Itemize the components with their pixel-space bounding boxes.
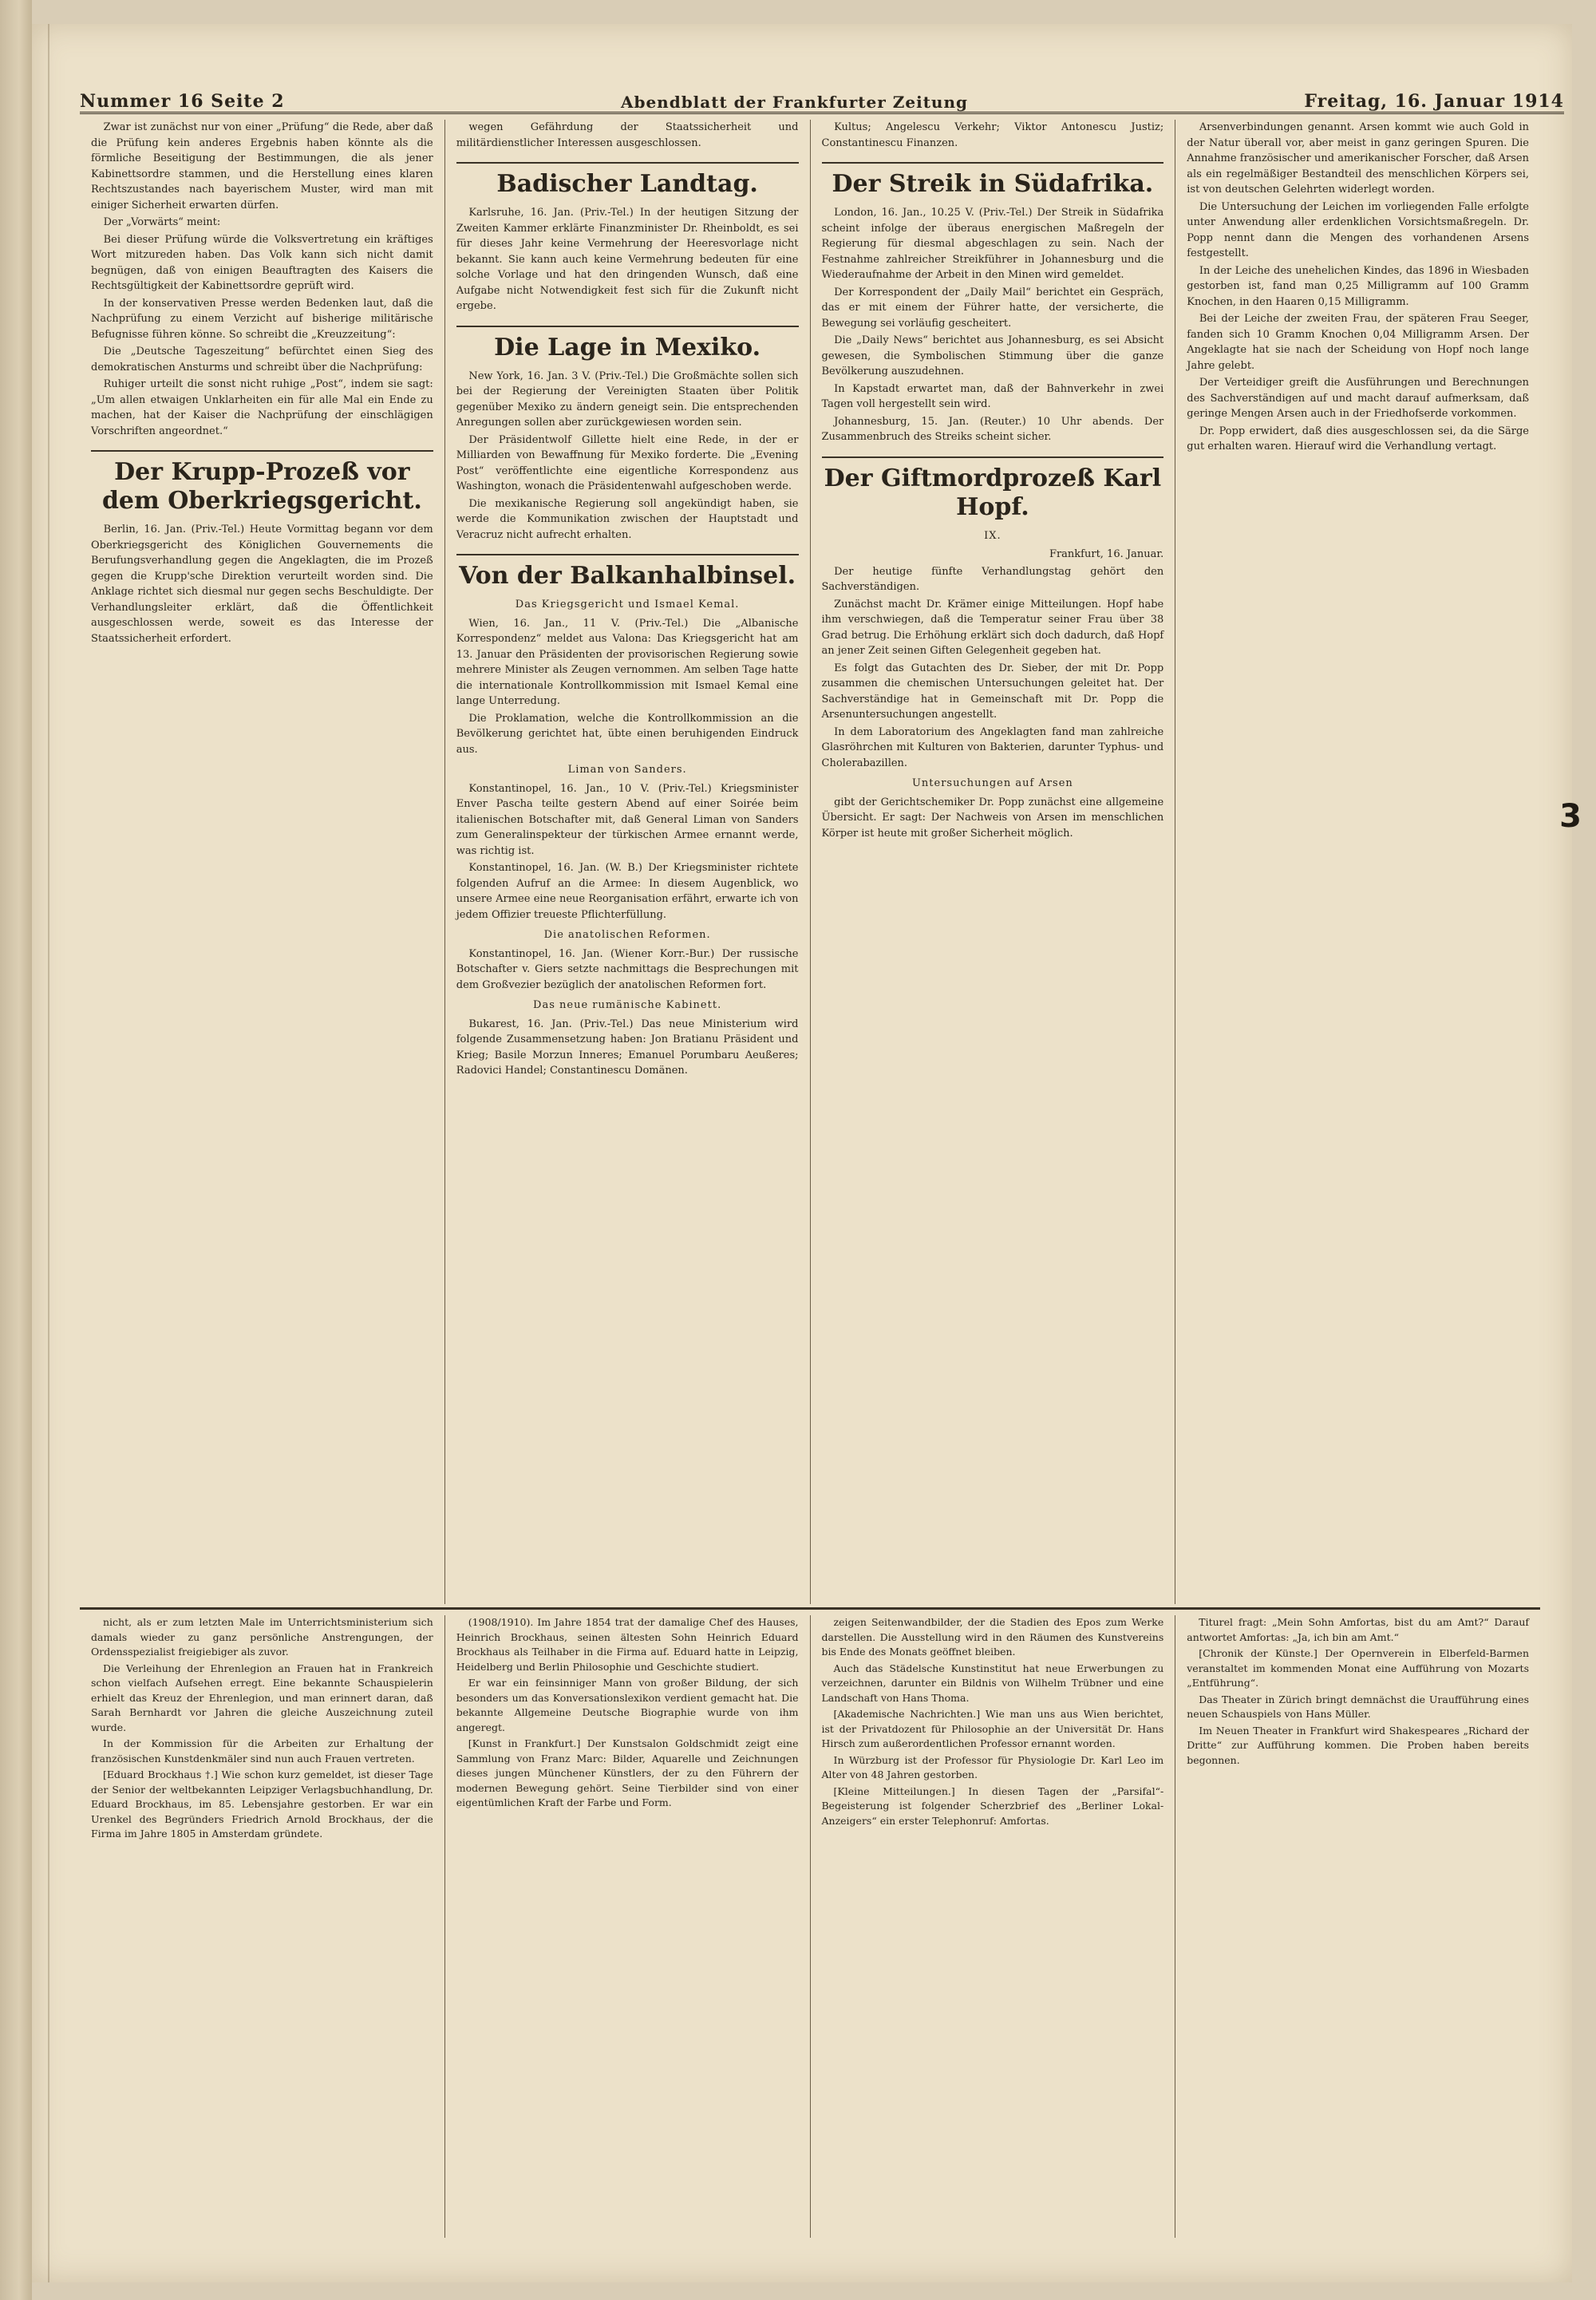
- article-part-number: IX.: [984, 529, 1001, 542]
- article-text: Die Verleihung der Ehrenlegion an Frauen hat in Frankreich schon vielfach Aufsehen erregt. Eine bekannte Schauspielerin erhielt das Kreuz der Ehrenlegion, und man erinnert daran, daß Sarah Bernhardt vor Jahren die gleiche Auszeichnung zuteil wurde.: [91, 1662, 433, 1733]
- article-text: In der Leiche des unehelichen Kindes, das 1896 in Wiesbaden gestorben ist, fand man 0,25 Milligramm auf 100 Gramm Knochen, in den Haaren 0,15 Milligramm.: [1187, 264, 1529, 308]
- article-text: In dem Laboratorium des Angeklagten fand man zahlreiche Glasröhrchen mit Kulturen von Bakterien, darunter Typhus- und Cholerabazillen.: [821, 725, 1164, 769]
- article-headline: Der Streik in Südafrika.: [822, 162, 1164, 199]
- article-text: Auch das Städelsche Kunstinstitut hat neue Erwerbungen zu verzeichnen, darunter ein Bildnis von Wilhelm Trübner und eine Landschaft von Hans Thoma.: [821, 1662, 1164, 1704]
- article-text: London, 16. Jan., 10.25 V. (Priv.-Tel.) Der Streik in Südafrika scheint infolge der überaus energischen Maßregeln der Regierung für diesmal abgeschlagen zu sein. Nach der Festnahme zahlreicher Streikführer in Johannesburg und die Wiederaufnahme der Arbeit in den Minen wird gemeldet.: [821, 207, 1164, 281]
- article-text: Er war ein feinsinniger Mann von großer Bildung, der sich besonders um das Konversationslexikon verdient gemacht hat. Die bekannte Allgemeine Deutsche Biographie wurde von ihm angeregt.: [456, 1677, 799, 1733]
- article-headline: Von der Balkanhalbinsel.: [456, 554, 799, 591]
- article-text: In Kapstadt erwartet man, daß der Bahnverkehr in zwei Tagen voll hergestellt sein wird.: [821, 382, 1164, 410]
- article-text: Zunächst macht Dr. Krämer einige Mitteilungen. Hopf habe ihm verschwiegen, daß die Temperatur seiner Frau über 38 Grad betrug. Die Erhöhung erklärt sich doch dadurch, daß Hopf an jener Zeit seinen Giften Gelegenheit gegeben hat.: [821, 598, 1164, 657]
- article-text: Arsenverbindungen genannt. Arsen kommt wie auch Gold in der Natur überall vor, aber meist in ganz geringen Spuren. Die Annahme französischer und amerikanischer Forscher, daß Arsen als ein regelmäßiger Bestandteil des menschlichen Körpers sei, ist von deutschen Gelehrten widerlegt worden.: [1187, 121, 1529, 196]
- article-text: In der Kommission für die Arbeiten zur Erhaltung der französischen Kunstdenkmäler sind nun auch Frauen vertreten.: [91, 1737, 433, 1765]
- header-paper-title: Abendblatt der Frankfurter Zeitung: [620, 93, 968, 112]
- article-headline: Der Krupp-Prozeß vor dem Oberkriegsgericht.: [91, 450, 433, 516]
- article-text: In Würzburg ist der Professor für Physiologie Dr. Karl Leo im Alter von 48 Jahren gestorben.: [821, 1753, 1164, 1780]
- article-text: [Kunst in Frankfurt.] Der Kunstsalon Goldschmidt zeigt eine Sammlung von Franz Marc: Bilder, Aquarelle und Zeichnungen dieses jungen Münchener Künstlers, der zu den Führern der modernen Bewegung gehört. Seine Tierbilder sind von einer eigentümlichen Kraft der Farbe und Form.: [456, 1737, 799, 1808]
- article-subhead: Das neue rumänische Kabinett.: [533, 999, 722, 1011]
- article-dateline: Frankfurt, 16. Januar.: [1049, 548, 1164, 560]
- bottom-column-4: [1175, 1615, 1540, 2238]
- article-text: [Kleine Mitteilungen.] In diesen Tagen der „Parsifal“-Begeisterung ist folgender Scherzbrief des „Berliner Lokal-Anzeigers“ ein erster Telephonruf: Amfortas.: [821, 1784, 1164, 1827]
- article-text: [Eduard Brockhaus †.] Wie schon kurz gemeldet, ist dieser Tage der Senior der weltbekannten Leipziger Verlagsbuchhandlung, Dr. Eduard Brockhaus, im 85. Lebensjahre gestorben. Er war ein Urenkel des Begründers Friedrich Arnold Brockhaus, der die Firma im Jahre 1805 in Amsterdam gründete.: [91, 1768, 433, 1840]
- article-text: Zwar ist zunächst nur von einer „Prüfung“ die Rede, aber daß die Prüfung kein anderes Ergebnis haben könnte als die förmliche Beseitigung der Bestimmungen, die als jener Kabinettsordre stammen, und die Herstellung eines klaren Rechtszustandes nach bayerischem Muster, wird man mit einiger Sicherheit erwarten dürfen.: [91, 121, 433, 211]
- article-text: Ruhiger urteilt die sonst nicht ruhige „Post“, indem sie sagt: „Um allen etwaigen Unklarheiten ein für alle Mal ein Ende zu machen, hat der Kaiser die Nachprüfung der einschlägigen Vorschriften angeordnet.“: [91, 378, 433, 437]
- article-text: Die Proklamation, welche die Kontrollkommission an die Bevölkerung gerichtet hat, übte einen beruhigenden Eindruck aus.: [456, 712, 799, 756]
- article-text: Der „Vorwärts“ meint:: [103, 216, 221, 228]
- column-2: [445, 120, 811, 1604]
- page-crease: [48, 24, 49, 2282]
- top-columns: [80, 120, 1540, 1604]
- article-text: Johannesburg, 15. Jan. (Reuter.) 10 Uhr abends. Der Zusammenbruch des Streiks scheint sicher.: [821, 415, 1164, 443]
- article-text: Karlsruhe, 16. Jan. (Priv.-Tel.) In der heutigen Sitzung der Zweiten Kammer erklärte Finanzminister Dr. Rheinboldt, es sei für dieses Jahr keine Vermehrung der Heeresvorlage nicht bekannt. Sie kann auch keine Vermehrung bedeuten für eine solche Vorlage und hat den dringenden Wunsch, daß eine Aufgabe nicht Notwendigkeit fest sich für die Zukunft nicht ergebe.: [456, 207, 799, 312]
- article-text: Das Theater in Zürich bringt demnächst die Uraufführung eines neuen Schauspiels von Hans Müller.: [1187, 1693, 1529, 1720]
- bottom-column-3: [811, 1615, 1176, 2238]
- article-text: Die Untersuchung der Leichen im vorliegenden Falle erfolgte unter Anwendung aller erdenklichen Vorsichtsmaßregeln. Dr. Popp nennt dann die Mengen des vorhandenen Arsens festgestellt.: [1187, 200, 1529, 259]
- article-text: Konstantinopel, 16. Jan., 10 V. (Priv.-Tel.) Kriegsminister Enver Pascha teilte gestern Abend auf einer Soirée beim italienischen Botschafter mit, daß General Liman von Sanders zum Generalinspekteur der türkischen Armee ernannt werde, was richtig ist.: [456, 782, 799, 857]
- article-headline: Badischer Landtag.: [456, 162, 799, 199]
- feuilleton-divider: [80, 1607, 1540, 1610]
- article-text: Wien, 16. Jan., 11 V. (Priv.-Tel.) Die „Albanische Korrespondenz“ meldet aus Valona: Das Kriegsgericht hat am 13. Januar den Präsidenten der provisorischen Regierung sowie mehrere Minister als Zeugen vernommen. Am selben Tage hatte die internationale Kontrollkommission mit Ismael Kemal eine lange Unterredung.: [456, 617, 799, 707]
- article-text: In der konservativen Presse werden Bedenken laut, daß die Nachprüfung zu einem Verzicht auf bisherige militärische Befugnisse führen könne. So schreibt die „Kreuzzeitung“:: [91, 297, 433, 341]
- article-text: Der Verteidiger greift die Ausführungen und Berechnungen des Sachverständigen auf und macht darauf aufmerksam, daß geringe Mengen Arsen auch in der Friedhofserde vorkommen.: [1187, 377, 1529, 420]
- bottom-column-1: [80, 1615, 445, 2238]
- article-text: Die „Daily News“ berichtet aus Johannesburg, es sei Absicht gewesen, die Symbolischen Stimmung über die ganze Bevölkerung auszudehnen.: [821, 334, 1164, 377]
- binding-edge: [0, 0, 32, 2300]
- article-text: Der Präsidentwolf Gillette hielt eine Rede, in der er Milliarden von Bewaffnung für Mexiko forderte. Die „Evening Post“ veröffentlichte eine eigentliche Korrespondenz aus Washington, wonach die Präsidentenwahl aufgeschoben werde.: [456, 433, 799, 492]
- article-text: Konstantinopel, 16. Jan. (W. B.) Der Kriegsminister richtete folgenden Aufruf an die Armee: In diesem Augenblick, wo unsere Armee eine neue Reorganisation erfährt, erwarte ich von jedem Offizier treueste Pflichterfüllung.: [456, 862, 799, 921]
- article-text: Es folgt das Gutachten des Dr. Sieber, der mit Dr. Popp zusammen die chemischen Untersuchungen geleitet hat. Der Sachverständige hat in Gemeinschaft mit Dr. Popp die Arsenuntersuchungen angestellt.: [821, 662, 1164, 721]
- article-text: Die mexikanische Regierung soll angekündigt haben, sie werde die Kommunikation zwischen der Hauptstadt und Veracruz nicht aufrecht erhalten.: [456, 497, 799, 541]
- article-text: Die „Deutsche Tageszeitung“ befürchtet einen Sieg des demokratischen Ansturms und schreibt über die Nachprüfung:: [91, 346, 433, 373]
- page-number-mark: 3: [1559, 798, 1582, 835]
- article-subhead: Untersuchungen auf Arsen: [911, 777, 1073, 789]
- article-text: [Chronik der Künste.] Der Opernverein in Elberfeld-Barmen veranstaltet im kommenden Monat eine Aufführung von Mozarts „Entführung“.: [1187, 1647, 1529, 1689]
- article-headline: Der Giftmordprozeß Karl Hopf.: [822, 456, 1164, 522]
- article-text: Der Korrespondent der „Daily Mail“ berichtet ein Gespräch, das er mit einem der Führer hatte, der versicherte, die Bewegung sei vorläufig gescheitert.: [821, 286, 1164, 330]
- article-text: zeigen Seitenwandbilder, der die Stadien des Epos zum Werke darstellen. Die Ausstellung wird in den Räumen des Kunstvereins bis Ende des Monats geöffnet bleiben.: [821, 1616, 1164, 1658]
- article-headline: Die Lage in Mexiko.: [456, 326, 799, 362]
- column-1: [80, 120, 445, 1604]
- article-text: gibt der Gerichtschemiker Dr. Popp zunächst eine allgemeine Übersicht. Er sagt: Der Nachweis von Arsen im menschlichen Körper ist heute mit großer Sicherheit möglich.: [821, 796, 1164, 840]
- page-header: [80, 80, 1564, 114]
- article-text: Im Neuen Theater in Frankfurt wird Shakespeares „Richard der Dritte“ zur Aufführung kommen. Die Proben haben bereits begonnen.: [1187, 1724, 1529, 1766]
- article-text: Konstantinopel, 16. Jan. (Wiener Korr.-Bur.) Der russische Botschafter v. Giers setzte nachmittags die Besprechungen mit dem Großvezier bezüglich der anatolischen Reformen fort.: [456, 947, 799, 991]
- article-subhead: Liman von Sanders.: [567, 764, 687, 776]
- header-issue-page: Nummer 16 Seite 2: [80, 91, 285, 112]
- article-text: Bei der Leiche der zweiten Frau, der späteren Frau Seeger, fanden sich 10 Gramm Knochen 0,04 Milligramm Arsen. Der Angeklagte hat sie nach der Scheidung von Hopf noch lange Jahre gelebt.: [1187, 313, 1529, 372]
- article-subhead: Die anatolischen Reformen.: [543, 929, 711, 941]
- article-text: nicht, als er zum letzten Male im Unterrichtsministerium sich damals wieder zu ganz persönliche Anstrengungen, der Ordensspezialist freigiebiger als zuvor.: [91, 1616, 433, 1658]
- bottom-column-2: [445, 1615, 811, 2238]
- article-subline: Der heutige fünfte Verhandlungstag gehört den Sachverständigen.: [821, 565, 1164, 593]
- article-text: Titurel fragt: „Mein Sohn Amfortas, bist du am Amt?“ Darauf antwortet Amfortas: „Ja, ich bin am Amt.“: [1187, 1616, 1529, 1643]
- article-text: Dr. Popp erwidert, daß dies ausgeschlossen sei, da die Särge gut erhalten waren. Hierauf wird die Verhandlung vertagt.: [1187, 425, 1529, 452]
- article-text: New York, 16. Jan. 3 V. (Priv.-Tel.) Die Großmächte sollen sich bei der Regierung der Vereinigten Staaten über Politik gegenüber Mexiko zu ändern geneigt sein. Die entsprechenden Anregungen sollen aber zurückgewiesen worden sein.: [456, 370, 799, 429]
- article-text: (1908/1910). Im Jahre 1854 trat der damalige Chef des Hauses, Heinrich Brockhaus, seinen ältesten Sohn Heinrich Eduard Brockhaus als Teilhaber in die Firma auf. Eduard hatte in Leipzig, Heidelberg und Berlin Philosophie und Geschichte studiert.: [456, 1616, 799, 1673]
- article-text: [Akademische Nachrichten.] Wie man uns aus Wien berichtet, ist der Privatdozent für Philosophie an der Universität Dr. Hans Hirsch zum außerordentlichen Professor ernannt worden.: [821, 1708, 1164, 1749]
- column-3: [811, 120, 1176, 1604]
- article-text: Kultus; Angelescu Verkehr; Viktor Antonescu Justiz; Constantinescu Finanzen.: [821, 121, 1164, 149]
- article-text: Berlin, 16. Jan. (Priv.-Tel.) Heute Vormittag begann vor dem Oberkriegsgericht des Königlichen Gouvernements die Berufungsverhandlung gegen die Angeklagten, die im Prozeß gegen die Krupp'sche Direktion verurteilt worden sind. Die Anklage richtet sich diesmal nur gegen sechs Beschuldigte. Der Verhandlungsleiter erklärt, daß die Öffentlichkeit ausgeschlossen werde, soweit es das Interesse der Staatssicherheit erfordert.: [91, 524, 433, 645]
- article-text: wegen Gefährdung der Staatssicherheit und militärdienstlicher Interessen ausgeschlossen.: [456, 121, 799, 149]
- article-text: Bei dieser Prüfung würde die Volksvertretung ein kräftiges Wort mitzureden haben. Das Volk kann sich nicht damit begnügen, daß von einigen Beauftragten des Kaisers die Rechtsgültigkeit der Kabinettsordre geprüft wird.: [91, 233, 433, 292]
- header-date: Freitag, 16. Januar 1914: [1304, 91, 1564, 112]
- bottom-columns: [80, 1615, 1540, 2238]
- column-4: [1175, 120, 1540, 1604]
- article-subhead: Das Kriegsgericht und Ismael Kemal.: [515, 599, 740, 611]
- article-text: Bukarest, 16. Jan. (Priv.-Tel.) Das neue Ministerium wird folgende Zusammensetzung haben: Jon Bratianu Präsident und Krieg; Basile Morzun Inneres; Emanuel Porumbaru Aeußeres; Radovici Handel; Constantinescu Domänen.: [456, 1018, 799, 1077]
